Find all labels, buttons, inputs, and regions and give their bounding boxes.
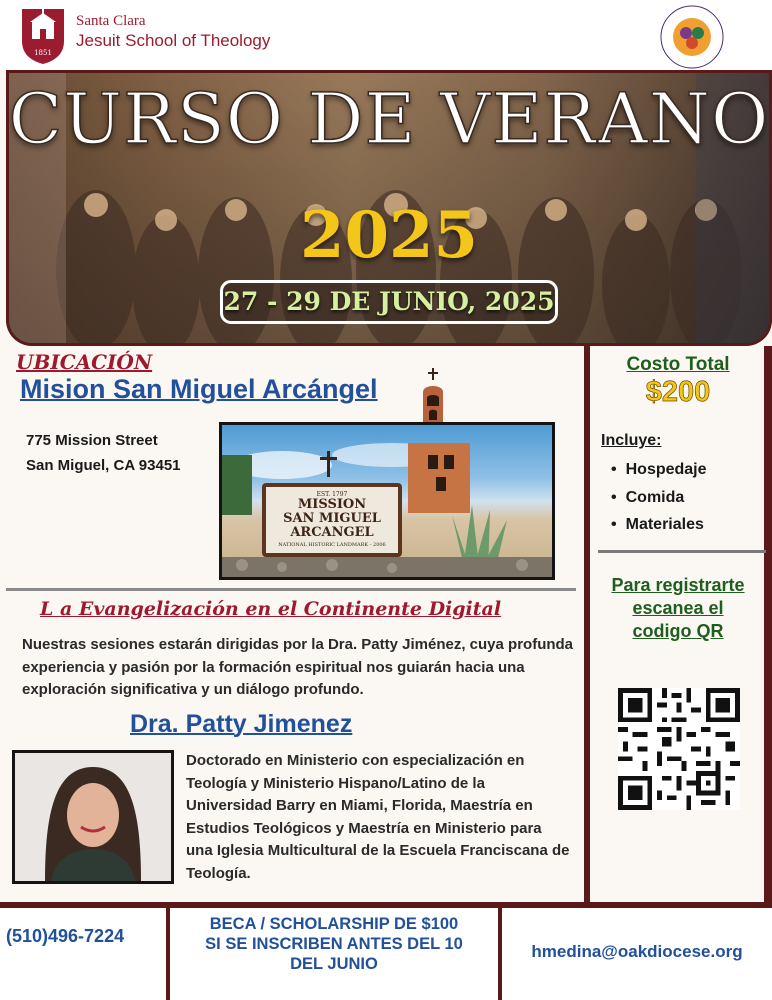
column-divider <box>584 346 590 902</box>
address-line2: San Miguel, CA 93451 <box>26 457 181 474</box>
includes-list <box>611 456 707 539</box>
include-item-materials: • Materiales <box>611 511 707 539</box>
hero-frame <box>6 70 772 346</box>
address-line1: 775 Mission Street <box>26 432 158 449</box>
includes-label: Incluye: <box>601 432 662 449</box>
mission-sign-line3: ARCANGEL <box>290 525 374 540</box>
registration-instructions <box>596 574 760 643</box>
sidebar-divider <box>598 550 766 553</box>
right-border <box>764 346 772 902</box>
location-name: Mision San Miguel Arcángel <box>20 374 378 404</box>
speaker-name: Dra. Patty Jimenez <box>130 710 353 738</box>
event-dates: 27 - 29 DE JUNIO, 2025 <box>220 280 558 324</box>
scholarship-line1: BECA / SCHOLARSHIP DE $100 <box>209 915 459 933</box>
footer-divider-2 <box>498 908 502 1000</box>
registration-line2: escanea el <box>632 598 724 618</box>
mission-sign-line2: SAN MIGUEL <box>283 511 381 526</box>
event-title: CURSO DE VERANO <box>8 78 770 160</box>
school-name-line2: Jesuit School of Theology <box>76 31 271 50</box>
mission-sign-est: EST. 1797 <box>316 491 348 498</box>
scholarship-notice <box>172 914 496 974</box>
footer-top-border <box>0 902 772 908</box>
hero-banner <box>6 70 772 346</box>
scholarship-line3: DEL JUNIO <box>290 955 378 973</box>
school-name-line1: Santa Clara <box>76 13 146 29</box>
event-year: 2025 <box>299 198 479 273</box>
santa-clara-shield-logo <box>20 7 66 65</box>
section-divider <box>6 588 576 591</box>
cost-value: $200 <box>645 376 711 408</box>
mission-sign-line1: MISSION <box>297 497 367 512</box>
scholarship-line2: SI SE INSCRIBEN ANTES DEL 10 <box>205 935 463 953</box>
location-label: UBICACIÓN <box>16 350 153 374</box>
region-eleven-commission-logo <box>660 5 724 69</box>
include-item-meals: • Comida <box>611 484 707 512</box>
topic-description: Nuestras sesiones estarán dirigidas por la Dra. Patty Jiménez, cuya profunda experiencia y pasión por la formación espiritual nos guiarán hacia una exploración significativa y un diálogo profundo. <box>22 636 574 698</box>
mission-sign-landmark: NATIONAL HISTORIC LANDMARK - 2006 <box>278 542 386 548</box>
mission-sign <box>262 483 402 557</box>
address <box>26 428 181 478</box>
registration-line3: codigo QR <box>632 621 724 641</box>
school-name <box>76 12 270 51</box>
mission-photo <box>219 422 555 580</box>
contact-email[interactable]: hmedina@oakdiocese.org <box>531 942 743 961</box>
speaker-bio: Doctorado en Ministerio con especialización en Teología y Ministerio Hispano/Latino de la Universidad Barry en Miami, Florida, Maestría en Estudios Teológicos y Maestría en Ministerio para una Iglesia Multicultural de la Escuela Franciscana de Teología. <box>186 752 570 882</box>
registration-line1: Para registrarte <box>611 575 745 595</box>
include-item-lodging: • Hospedaje <box>611 456 707 484</box>
qr-code[interactable] <box>618 688 740 810</box>
footer-divider-1 <box>166 908 170 1000</box>
cost-label: Costo Total <box>626 354 730 375</box>
shield-year: 1851 <box>34 49 52 57</box>
bell-tower-illustration <box>416 366 450 424</box>
contact-phone[interactable]: (510)496-7224 <box>6 926 125 946</box>
topic-title: L a Evangelización en el Continente Digital <box>40 598 502 620</box>
speaker-portrait <box>15 753 171 881</box>
speaker-photo <box>12 750 174 884</box>
